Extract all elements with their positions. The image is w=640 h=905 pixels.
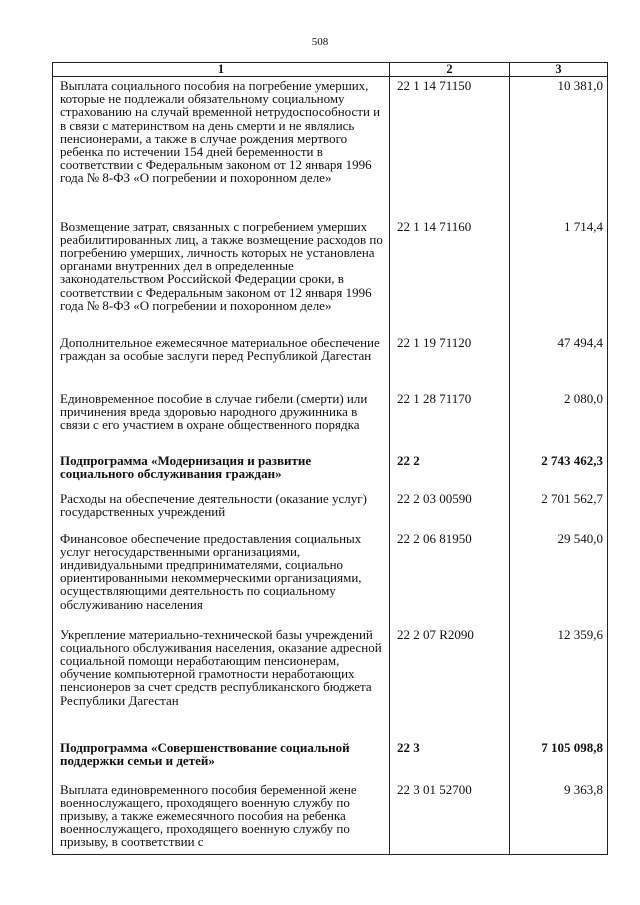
row-code: 22 1 28 71170 <box>390 390 510 452</box>
row-code: 22 2 07 R2090 <box>390 626 510 739</box>
row-code: 22 1 14 71160 <box>390 218 510 334</box>
row-name: Подпрограмма «Модернизация и развитие социального обслуживания граждан» <box>53 452 390 490</box>
row-code: 22 3 <box>390 739 510 781</box>
table-row <box>53 334 608 390</box>
row-name: Выплата единовременного пособия беременной жене военнослужащего, проходящего военную службу по призыву, а также ежемесячного пособия на ребенка военнослужащего, проходящего военную службу по призыву, в соответствии с <box>53 781 390 855</box>
row-amount: 10 381,0 <box>510 77 608 218</box>
row-amount: 2 701 562,7 <box>510 490 608 530</box>
column-header-2: 2 <box>390 63 510 77</box>
row-name: Укрепление материально-технической базы учреждений социального обслуживания населения, оказание адресной социальной помощи неработающим пенсионерам, обучение компьютерной грамотности неработающих пенсионеров за счет средств республиканского бюджета Республики Дагестан <box>53 626 390 739</box>
row-name: Дополнительное ежемесячное материальное обеспечение граждан за особые заслуги перед Республикой Дагестан <box>53 334 390 390</box>
row-name: Выплата социального пособия на погребение умерших, которые не подлежали обязательному социальному страхованию на случай временной нетрудоспособности и в связи с материнством на день смерти и не являлись пенсионерами, а также в случае рождения мертвого ребенка по истечении 154 дней беременности в соответствии с Федеральным законом от 12 января 1996 года № 8-ФЗ «О погребении и похоронном деле» <box>53 77 390 218</box>
column-header-3: 3 <box>510 63 608 77</box>
row-name: Финансовое обеспечение предоставления социальных услуг негосударственными организациями, индивидуальными предпринимателями, социально ориентированными некоммерческими организациями, осуществляющими деятельность по социальному обслуживанию населения <box>53 530 390 626</box>
page-number: 508 <box>311 36 329 48</box>
row-name: Единовременное пособие в случае гибели (смерти) или причинения вреда здоровью народного дружинника в связи с его участием в охране общественного порядка <box>53 390 390 452</box>
row-code: 22 2 03 00590 <box>390 490 510 530</box>
table-row <box>53 626 608 739</box>
row-amount: 2 743 462,3 <box>510 452 608 490</box>
row-amount: 12 359,6 <box>510 626 608 739</box>
budget-table-container <box>52 62 607 855</box>
table-row <box>53 781 608 855</box>
table-row <box>53 490 608 530</box>
row-amount: 7 105 098,8 <box>510 739 608 781</box>
row-code: 22 3 01 52700 <box>390 781 510 855</box>
row-amount: 47 494,4 <box>510 334 608 390</box>
row-code: 22 2 <box>390 452 510 490</box>
table-row <box>53 77 608 218</box>
table-row <box>53 530 608 626</box>
column-header-1: 1 <box>53 63 390 77</box>
budget-table <box>52 62 608 855</box>
row-amount: 9 363,8 <box>510 781 608 855</box>
subprogram-row <box>53 452 608 490</box>
table-row <box>53 218 608 334</box>
table-header-row <box>53 63 608 77</box>
row-amount: 29 540,0 <box>510 530 608 626</box>
row-code: 22 2 06 81950 <box>390 530 510 626</box>
row-name: Возмещение затрат, связанных с погребением умерших реабилитированных лиц, а также возмещение расходов по погребению умерших, личность которых не установлена органами внутренних дел в определенные законодательством Российской Федерации сроки, в соответствии с Федеральным законом от 12 января 1996 года № 8-ФЗ «О погребении и похоронном деле» <box>53 218 390 334</box>
table-row <box>53 390 608 452</box>
row-name: Подпрограмма «Совершенствование социальной поддержки семьи и детей» <box>53 739 390 781</box>
row-name: Расходы на обеспечение деятельности (оказание услуг) государственных учреждений <box>53 490 390 530</box>
row-code: 22 1 19 71120 <box>390 334 510 390</box>
row-amount: 1 714,4 <box>510 218 608 334</box>
subprogram-row <box>53 739 608 781</box>
row-amount: 2 080,0 <box>510 390 608 452</box>
row-code: 22 1 14 71150 <box>390 77 510 218</box>
